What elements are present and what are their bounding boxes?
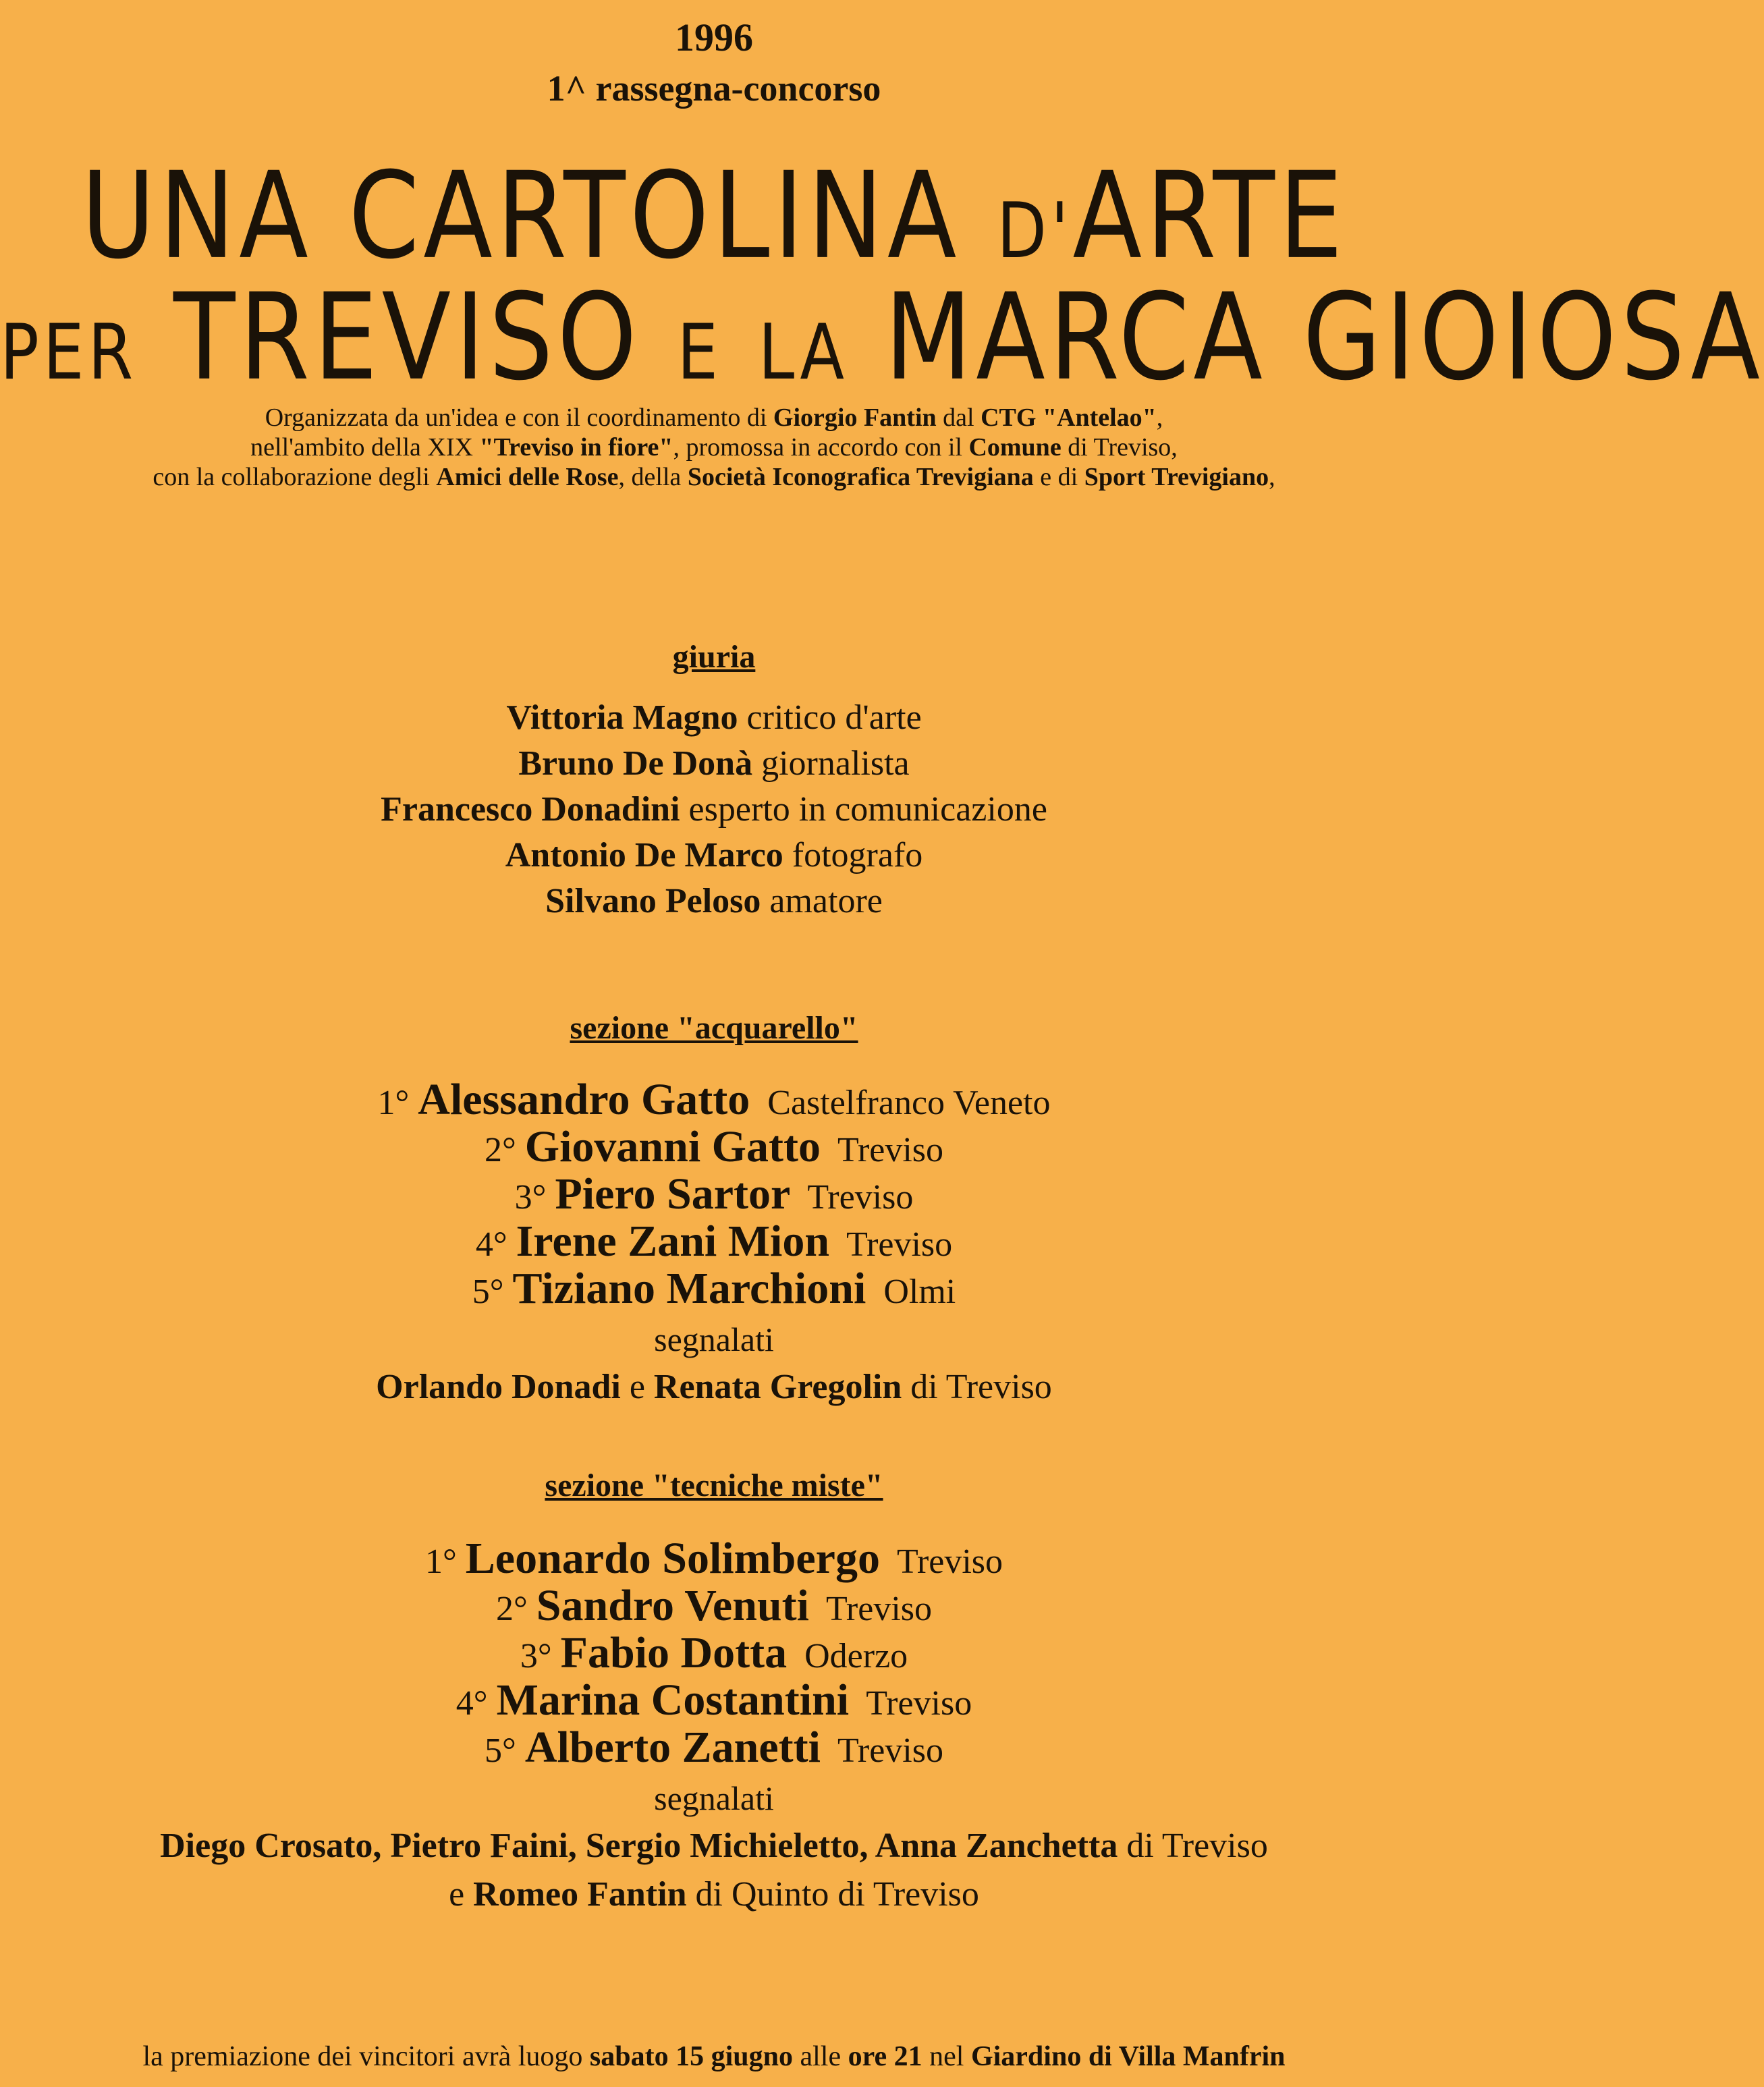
- organization-line-1: [0, 402, 1428, 433]
- org-text: ,: [1269, 463, 1275, 491]
- jury-member-role: fotografo: [783, 836, 923, 874]
- place-rank: 3°: [514, 1178, 547, 1217]
- org-text: ,: [1156, 404, 1163, 432]
- title-word-una: UNA: [81, 147, 312, 286]
- place-rank: 5°: [485, 1731, 516, 1770]
- org-amici: Amici delle Rose: [436, 463, 619, 491]
- tecniche-place: [0, 1580, 1428, 1632]
- title-word-cartolina: CARTOLINA: [348, 147, 961, 286]
- org-text: dal: [936, 404, 981, 432]
- place-city: Treviso: [866, 1684, 972, 1723]
- place-city: Treviso: [826, 1590, 933, 1628]
- signal-name: Renata Gregolin: [653, 1368, 902, 1406]
- org-sport: Sport Trevigiano: [1084, 463, 1269, 491]
- place-city: Treviso: [807, 1178, 914, 1217]
- acquarello-signal: [0, 1367, 1428, 1407]
- tecniche-heading: sezione "tecniche miste": [545, 1468, 883, 1503]
- jury-member: [0, 835, 1428, 875]
- jury-member: [0, 789, 1428, 829]
- signal-text: di Treviso: [1118, 1827, 1268, 1865]
- place-name: Giovanni Gatto: [524, 1122, 821, 1171]
- place-name: Marina Costantini: [496, 1675, 850, 1725]
- place-city: Treviso: [837, 1731, 943, 1770]
- title-word-arte: ARTE: [1072, 147, 1347, 286]
- place-name: Alessandro Gatto: [418, 1075, 750, 1124]
- acquarello-signal-label: segnalati: [654, 1320, 774, 1358]
- organization-line-3: [0, 462, 1428, 493]
- place-city: Treviso: [897, 1542, 1003, 1581]
- org-coordinator: Giorgio Fantin: [773, 404, 937, 432]
- acquarello-heading: sezione "acquarello": [570, 1010, 858, 1046]
- place-city: Olmi: [883, 1273, 956, 1311]
- jury-member: [0, 744, 1428, 783]
- place-city: Castelfranco Veneto: [767, 1084, 1051, 1122]
- place-rank: 2°: [484, 1131, 516, 1169]
- footer-text: nel: [922, 2041, 971, 2072]
- signal-text: e: [620, 1368, 654, 1406]
- acquarello-place: [0, 1074, 1428, 1125]
- signal-text: e: [449, 1875, 474, 1914]
- jury-member-name: Bruno De Donà: [518, 744, 753, 783]
- footer-text: alle: [792, 2041, 848, 2072]
- jury-member-role: critico d'arte: [738, 698, 922, 737]
- place-rank: 4°: [456, 1684, 488, 1723]
- place-rank: 4°: [475, 1225, 507, 1264]
- tecniche-place: [0, 1627, 1428, 1679]
- place-name: Alberto Zanetti: [524, 1723, 821, 1772]
- tecniche-signal-label: segnalati: [654, 1779, 774, 1817]
- title-line-1: [0, 147, 1428, 285]
- footer-date: sabato 15 giugno: [589, 2041, 793, 2072]
- award-ceremony-note: [0, 2040, 1428, 2073]
- jury-member-role: esperto in comunicazione: [680, 790, 1047, 829]
- organization-line-2: [0, 432, 1428, 463]
- place-name: Irene Zani Mion: [516, 1217, 830, 1266]
- place-rank: 5°: [472, 1273, 504, 1311]
- org-event: "Treviso in fiore": [479, 433, 673, 462]
- acquarello-place: [0, 1121, 1428, 1173]
- signal-name: Romeo Fantin: [473, 1875, 687, 1914]
- jury-member: [0, 698, 1428, 738]
- org-text: e di: [1033, 463, 1084, 491]
- place-city: Oderzo: [804, 1637, 908, 1675]
- place-rank: 1°: [377, 1084, 410, 1122]
- tecniche-place: [0, 1722, 1428, 1773]
- jury-member-name: Vittoria Magno: [506, 698, 738, 737]
- tecniche-signal-line-1: [0, 1826, 1428, 1866]
- title-word-la: LA: [758, 307, 849, 397]
- place-name: Tiziano Marchioni: [512, 1264, 866, 1313]
- org-text: di Treviso,: [1061, 433, 1178, 462]
- jury-heading: giuria: [672, 639, 756, 675]
- title-word-d: D': [997, 186, 1073, 275]
- org-text: con la collaborazione degli: [153, 463, 437, 491]
- footer-text: la premiazione dei vincitori avrà luogo: [142, 2041, 590, 2072]
- org-ctg: CTG "Antelao": [981, 404, 1157, 432]
- acquarello-place: [0, 1169, 1428, 1220]
- org-text: Organizzata da un'idea e con il coordinamento di: [265, 404, 773, 432]
- title-word-treviso: TREVISO: [173, 269, 641, 408]
- place-name: Piero Sartor: [555, 1169, 791, 1219]
- jury-member-role: amatore: [761, 882, 883, 920]
- place-name: Fabio Dotta: [560, 1628, 788, 1677]
- footer-time: ore 21: [848, 2041, 922, 2072]
- place-rank: 1°: [424, 1542, 457, 1581]
- title-word-e: E: [677, 307, 723, 397]
- tecniche-place: [0, 1533, 1428, 1584]
- place-name: Leonardo Solimbergo: [465, 1534, 880, 1583]
- acquarello-place: [0, 1216, 1428, 1267]
- title-line-2: [0, 269, 1764, 408]
- org-text: , della: [618, 463, 688, 491]
- jury-member-name: Francesco Donadini: [381, 790, 680, 829]
- title-word-marca-gioiosa: MARCA GIOIOSA: [884, 269, 1764, 408]
- org-societa: Società Iconografica Trevigiana: [687, 463, 1034, 491]
- place-city: Treviso: [846, 1225, 953, 1264]
- signal-name: Orlando Donadi: [376, 1368, 621, 1406]
- jury-member-role: giornalista: [752, 744, 910, 783]
- jury-member-name: Silvano Peloso: [545, 882, 761, 920]
- place-rank: 3°: [520, 1637, 552, 1675]
- signal-text: di Quinto di Treviso: [686, 1875, 979, 1914]
- signal-text: di Treviso: [902, 1368, 1052, 1406]
- jury-member-name: Antonio De Marco: [505, 836, 783, 874]
- tecniche-signal-line-2: [0, 1874, 1428, 1914]
- signal-name: Diego Crosato, Pietro Faini, Sergio Michieletto, Anna Zanchetta: [160, 1827, 1118, 1865]
- place-city: Treviso: [837, 1131, 944, 1169]
- jury-member: [0, 881, 1428, 921]
- subtitle: 1^ rassegna-concorso: [547, 68, 881, 109]
- org-text: nell'ambito della XIX: [250, 433, 480, 462]
- place-name: Sandro Venuti: [536, 1581, 809, 1630]
- org-comune: Comune: [968, 433, 1062, 462]
- tecniche-place: [0, 1675, 1428, 1726]
- title-word-per: PER: [0, 307, 138, 397]
- footer-venue: Giardino di Villa Manfrin: [970, 2041, 1286, 2072]
- place-rank: 2°: [495, 1590, 528, 1628]
- year: 1996: [675, 16, 753, 59]
- org-text: , promossa in accordo con il: [673, 433, 969, 462]
- acquarello-place: [0, 1263, 1428, 1314]
